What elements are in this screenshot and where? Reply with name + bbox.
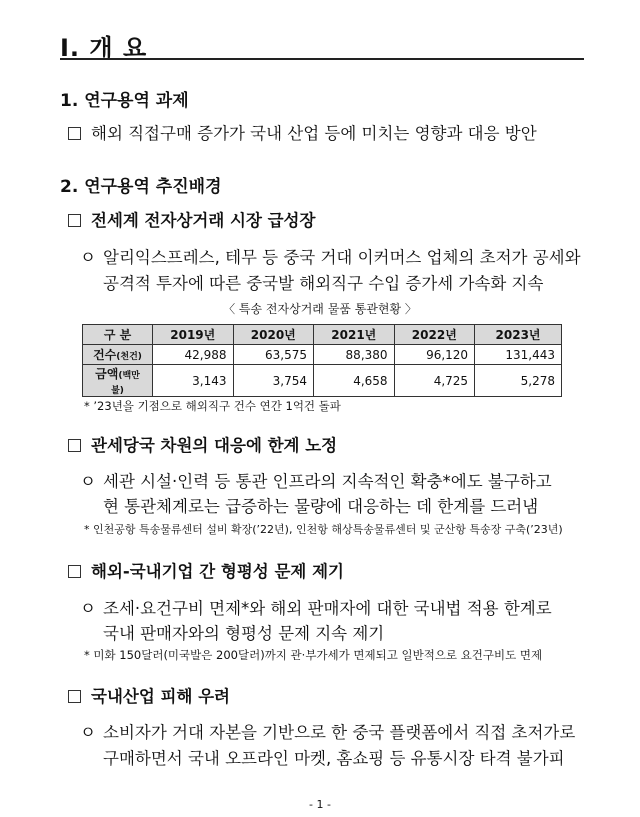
table-header-cell: 2022년 (394, 325, 475, 345)
bullet-line: 세관 시설·인력 등 통관 인프라의 지속적인 확충*에도 불구하고 (103, 472, 552, 491)
table-cell: 4,725 (394, 365, 475, 397)
square-bullet-icon (68, 127, 81, 140)
square-bullet-icon (68, 214, 81, 227)
table-header-row (83, 325, 562, 345)
table-cell: 63,575 (233, 345, 314, 365)
block-title: 관세당국 차원의 대응에 한계 노정 (68, 432, 337, 456)
bullet-line: 조세·요건구비 면제*와 해외 판매자에 대한 국내법 적용 한계로 (103, 599, 552, 618)
bullet-line: 알리익스프레스, 테무 등 중국 거대 이커머스 업체의 초저가 공세와 (103, 248, 581, 267)
table-cell: 131,443 (475, 345, 562, 365)
block-title: 전세계 전자상거래 시장 급성장 (68, 207, 315, 231)
section1-item: 해외 직접구매 증가가 국내 산업 등에 미치는 영향과 대응 방안 (68, 120, 537, 144)
table-header-cell: 2023년 (475, 325, 562, 345)
square-bullet-icon (68, 439, 81, 452)
page-title: Ⅰ. 개 요 (60, 34, 148, 62)
table-header-cell: 구 분 (83, 325, 153, 345)
title-underline (60, 58, 584, 60)
circle-bullet-icon: ㅇ (80, 723, 96, 742)
square-bullet-icon (68, 565, 81, 578)
block-title: 국내산업 피해 우려 (68, 683, 230, 707)
bullet-line: 현 통관체계로는 급증하는 물량에 대응하는 데 한계를 드러냄 (103, 497, 539, 516)
circle-bullet-icon: ㅇ (80, 599, 96, 618)
bullet-line: 공격적 투자에 따른 중국발 해외직구 수입 증가세 가속화 지속 (103, 274, 544, 293)
section1-heading: 1. 연구용역 과제 (60, 91, 189, 111)
bullet-line: 국내 판매자와의 형평성 문제 지속 제기 (103, 624, 385, 643)
square-bullet-icon (68, 690, 81, 703)
table-header-cell: 2020년 (233, 325, 314, 345)
block-title: 해외-국내기업 간 형평성 문제 제기 (68, 558, 344, 582)
customs-table (82, 324, 562, 397)
table-cell: 96,120 (394, 345, 475, 365)
section2-heading: 2. 연구용역 추진배경 (60, 177, 222, 197)
table-cell: 5,278 (475, 365, 562, 397)
row-label: 건수(천건) (83, 345, 153, 365)
bullet-line: 소비자가 거대 자본을 기반으로 한 중국 플랫폼에서 직접 초저가로 (103, 723, 576, 742)
circle-bullet-icon: ㅇ (80, 248, 96, 267)
table-row (83, 345, 562, 365)
footnote: * 인천공항 특송물류센터 설비 확장(’22년), 인천항 해상특송물류센터 및 군산항 특송장 구축(’23년) (84, 523, 563, 536)
table-caption: 〈 특송 전자상거래 물품 통관현황 〉 (223, 302, 417, 316)
footnote: * 미화 150달러(미국발은 200달러)까지 관·부가세가 면제되고 일반적으로 요건구비도 면제 (84, 648, 543, 662)
table-header-cell: 2021년 (314, 325, 395, 345)
bullet-line: 구매하면서 국내 오프라인 마켓, 홈쇼핑 등 유통시장 타격 불가피 (103, 749, 565, 768)
row-label: 금액(백만불) (83, 365, 153, 397)
table-row (83, 365, 562, 397)
table-cell: 3,754 (233, 365, 314, 397)
page-number: - 1 - (309, 798, 331, 811)
table-cell: 42,988 (153, 345, 234, 365)
footnote: * ’23년을 기점으로 해외직구 건수 연간 1억건 돌파 (84, 399, 341, 413)
table-cell: 4,658 (314, 365, 395, 397)
table-cell: 3,143 (153, 365, 234, 397)
table-header-cell: 2019년 (153, 325, 234, 345)
circle-bullet-icon: ㅇ (80, 472, 96, 491)
table-cell: 88,380 (314, 345, 395, 365)
